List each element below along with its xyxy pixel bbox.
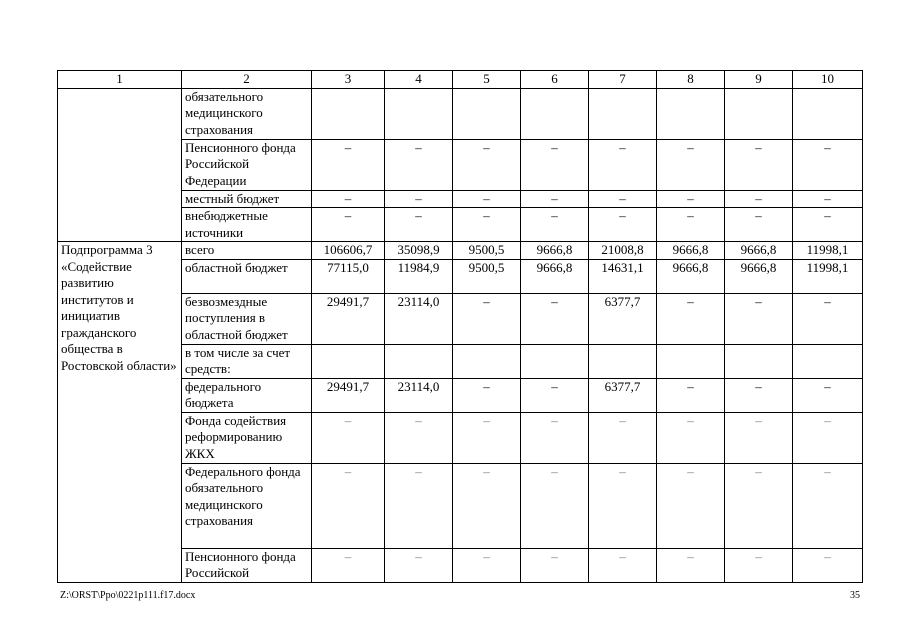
- value-cell: –: [453, 293, 521, 344]
- value-cell: 29491,7: [312, 378, 385, 412]
- funding-source-label: всего: [182, 242, 312, 260]
- value-cell: –: [725, 293, 793, 344]
- value-cell: [725, 88, 793, 139]
- table-row: [58, 88, 863, 139]
- value-cell: –: [521, 208, 589, 242]
- value-cell: 9666,8: [521, 242, 589, 260]
- value-cell: –: [453, 463, 521, 548]
- value-cell: [725, 344, 793, 378]
- value-cell: –: [589, 139, 657, 190]
- value-cell: [385, 344, 453, 378]
- value-cell: –: [657, 190, 725, 208]
- value-cell: –: [793, 378, 863, 412]
- value-cell: –: [793, 548, 863, 582]
- value-cell: –: [312, 139, 385, 190]
- value-cell: [385, 88, 453, 139]
- value-cell: –: [312, 412, 385, 463]
- value-cell: –: [453, 190, 521, 208]
- value-cell: –: [725, 378, 793, 412]
- empty-program-cell: [58, 88, 182, 242]
- table-header-row: [58, 71, 863, 89]
- value-cell: –: [312, 190, 385, 208]
- value-cell: 9666,8: [657, 259, 725, 293]
- header-cell: 10: [793, 71, 863, 89]
- value-cell: –: [453, 548, 521, 582]
- value-cell: –: [385, 548, 453, 582]
- value-cell: 9666,8: [521, 259, 589, 293]
- value-cell: –: [589, 208, 657, 242]
- value-cell: –: [453, 378, 521, 412]
- header-cell: 2: [182, 71, 312, 89]
- value-cell: –: [453, 208, 521, 242]
- value-cell: –: [793, 139, 863, 190]
- header-cell: 4: [385, 71, 453, 89]
- value-cell: –: [385, 412, 453, 463]
- value-cell: 35098,9: [385, 242, 453, 260]
- value-cell: [657, 344, 725, 378]
- table-row: [58, 242, 863, 260]
- value-cell: –: [589, 548, 657, 582]
- value-cell: –: [793, 190, 863, 208]
- value-cell: 6377,7: [589, 378, 657, 412]
- funding-source-label: внебюджетные источники: [182, 208, 312, 242]
- value-cell: [521, 344, 589, 378]
- value-cell: –: [312, 463, 385, 548]
- value-cell: –: [385, 139, 453, 190]
- funding-source-label: обязательного медицинского страхования: [182, 88, 312, 139]
- value-cell: [589, 344, 657, 378]
- value-cell: 23114,0: [385, 378, 453, 412]
- funding-source-label: местный бюджет: [182, 190, 312, 208]
- funding-source-label: Пенсионного фонда Российской Федерации: [182, 139, 312, 190]
- value-cell: 29491,7: [312, 293, 385, 344]
- funding-source-label: федерального бюджета: [182, 378, 312, 412]
- funding-source-label: Фонда содействия реформированию ЖКХ: [182, 412, 312, 463]
- value-cell: 9500,5: [453, 259, 521, 293]
- value-cell: –: [657, 139, 725, 190]
- header-cell: 5: [453, 71, 521, 89]
- value-cell: –: [725, 208, 793, 242]
- value-cell: –: [385, 208, 453, 242]
- value-cell: –: [657, 378, 725, 412]
- budget-table: [57, 70, 863, 583]
- value-cell: –: [657, 208, 725, 242]
- value-cell: –: [453, 412, 521, 463]
- subprogram-name-cell: Подпрограмма 3 «Содействие развитию институтов и инициатив гражданского общества в Ростовской области»: [58, 242, 182, 583]
- header-cell: 7: [589, 71, 657, 89]
- value-cell: [312, 344, 385, 378]
- value-cell: –: [521, 463, 589, 548]
- value-cell: –: [657, 412, 725, 463]
- value-cell: 9666,8: [725, 259, 793, 293]
- value-cell: 9666,8: [657, 242, 725, 260]
- value-cell: –: [521, 139, 589, 190]
- value-cell: –: [589, 412, 657, 463]
- value-cell: –: [312, 548, 385, 582]
- value-cell: 21008,8: [589, 242, 657, 260]
- value-cell: [312, 88, 385, 139]
- funding-source-label: в том числе за счет средств:: [182, 344, 312, 378]
- header-cell: 1: [58, 71, 182, 89]
- value-cell: –: [793, 463, 863, 548]
- value-cell: –: [657, 548, 725, 582]
- value-cell: –: [793, 293, 863, 344]
- value-cell: 11998,1: [793, 242, 863, 260]
- value-cell: –: [793, 412, 863, 463]
- value-cell: [453, 344, 521, 378]
- value-cell: [793, 88, 863, 139]
- value-cell: –: [793, 208, 863, 242]
- header-cell: 8: [657, 71, 725, 89]
- value-cell: 77115,0: [312, 259, 385, 293]
- value-cell: –: [657, 293, 725, 344]
- value-cell: –: [589, 190, 657, 208]
- value-cell: [657, 88, 725, 139]
- funding-source-label: безвозмездные поступления в областной бюджет: [182, 293, 312, 344]
- value-cell: –: [725, 139, 793, 190]
- value-cell: [589, 88, 657, 139]
- value-cell: 11998,1: [793, 259, 863, 293]
- value-cell: –: [312, 208, 385, 242]
- value-cell: –: [521, 293, 589, 344]
- value-cell: –: [725, 463, 793, 548]
- funding-source-label: Федерального фонда обязательного медицинского страхования: [182, 463, 312, 548]
- funding-source-label: областной бюджет: [182, 259, 312, 293]
- header-cell: 9: [725, 71, 793, 89]
- header-cell: 6: [521, 71, 589, 89]
- value-cell: 9666,8: [725, 242, 793, 260]
- value-cell: –: [521, 378, 589, 412]
- value-cell: –: [453, 139, 521, 190]
- value-cell: [453, 88, 521, 139]
- value-cell: –: [521, 548, 589, 582]
- value-cell: 6377,7: [589, 293, 657, 344]
- value-cell: –: [385, 463, 453, 548]
- value-cell: –: [657, 463, 725, 548]
- value-cell: 11984,9: [385, 259, 453, 293]
- value-cell: 23114,0: [385, 293, 453, 344]
- value-cell: –: [725, 190, 793, 208]
- value-cell: –: [725, 412, 793, 463]
- value-cell: –: [725, 548, 793, 582]
- funding-source-label: Пенсионного фонда Российской: [182, 548, 312, 582]
- value-cell: 106606,7: [312, 242, 385, 260]
- value-cell: –: [589, 463, 657, 548]
- value-cell: 14631,1: [589, 259, 657, 293]
- value-cell: 9500,5: [453, 242, 521, 260]
- footer-file-path: Z:\ORST\Ppo\0221p111.f17.docx: [60, 590, 196, 601]
- value-cell: –: [521, 412, 589, 463]
- value-cell: [521, 88, 589, 139]
- value-cell: –: [521, 190, 589, 208]
- footer-page-number: 35: [850, 590, 860, 601]
- value-cell: [793, 344, 863, 378]
- header-cell: 3: [312, 71, 385, 89]
- value-cell: –: [385, 190, 453, 208]
